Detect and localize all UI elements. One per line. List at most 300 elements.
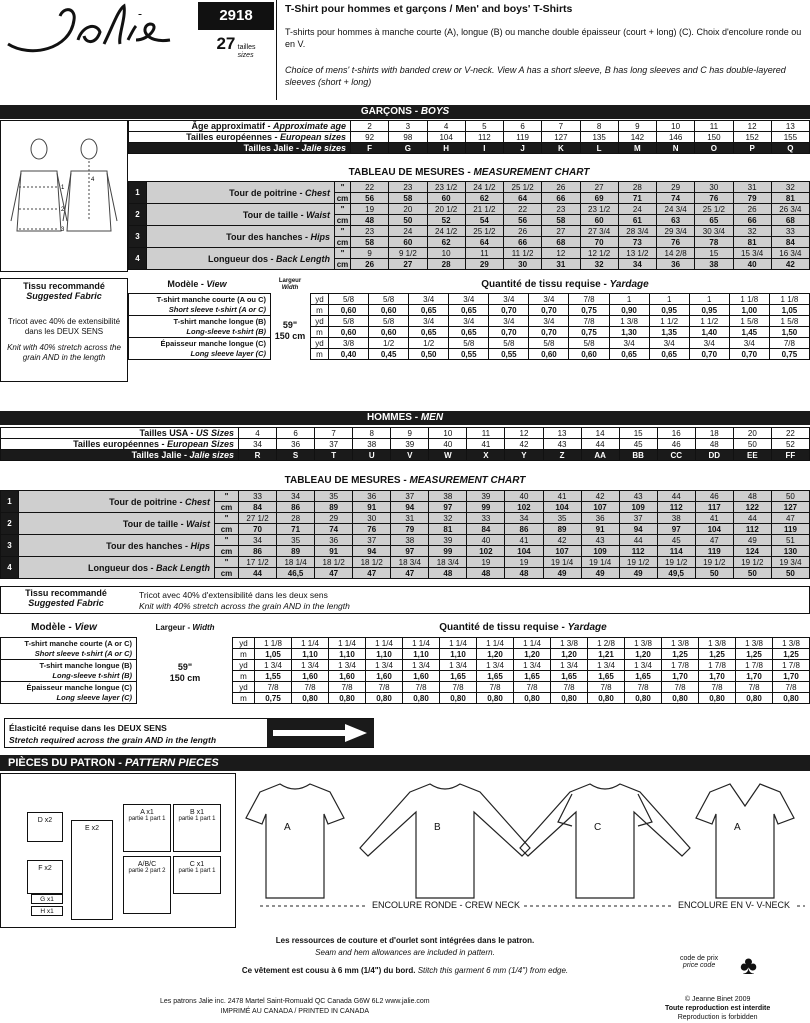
yardage-value: 1 3/4 [292,660,329,671]
yardage-value: 0,60 [569,349,609,360]
sizes-count [198,34,274,100]
size-cell: 46 [657,439,695,450]
yardage-value: 1 1/4 [403,638,440,649]
measure-value: 76 [657,237,695,248]
size-cell: K [542,143,580,154]
unit-cell: " [215,557,239,568]
yardage-label-en: Long-sleeve t-shirt (B) [186,326,266,336]
measure-value: 97 [657,524,695,535]
measure-value: 68 [542,237,580,248]
size-cell: U [353,450,391,461]
yardage-label-fr: T-shirt manche longue (B) [173,316,266,326]
yardage-value: 0,45 [369,349,409,360]
boys-bar-en: BOYS [420,106,450,117]
measure-label [19,513,215,535]
yardage-value: 1,65 [477,671,514,682]
yardage-value: 1,20 [477,649,514,660]
measure-value: 13 1/2 [618,248,656,259]
yardage-value: 0,65 [409,327,449,338]
size-cell: 104 [427,132,465,143]
measure-value: 24 1/2 [427,226,465,237]
yardage-value: 5/8 [369,294,409,305]
measure-value: 18 1/4 [277,557,315,568]
yardage-value: 1 3/4 [255,660,292,671]
measure-value: 60 [389,237,427,248]
measure-value: 29 [465,259,503,270]
size-cell: 40 [429,439,467,450]
yardage-value: 0,80 [662,693,699,704]
measure-value: 24 3/4 [657,204,695,215]
yardage-value: 1 [609,294,649,305]
size-cell: 11 [695,121,733,132]
yardage-value: 1 3/4 [366,660,403,671]
measure-value: 29 3/4 [657,226,695,237]
price-code-fr: code de prix [680,955,719,962]
yardage-label-en: Long sleeve layer (C) [190,348,266,358]
svg-text:2: 2 [61,207,65,213]
measure-value: 104 [695,524,733,535]
sizes-label-fr: tailles [237,44,256,51]
measure-value: 49 [619,568,657,579]
measure-row [129,182,810,193]
yardage-value: 1 3/8 [736,638,773,649]
svg-text:4: 4 [91,177,95,183]
size-cell: DD [695,450,733,461]
svg-text:1: 1 [61,185,65,191]
measure-value: 37 [353,535,391,546]
measure-value: 35 [277,535,315,546]
unit-cell: yd [233,660,255,671]
yardage-value: 7/8 [292,682,329,693]
measure-value: 94 [353,546,391,557]
boys-fabric-title-fr: Tissu recommandé [23,281,105,291]
size-cell: W [429,450,467,461]
pattern-pieces-box [0,773,236,928]
measure-value: 30 [695,182,733,193]
measure-value: 65 [695,215,733,226]
measure-value: 47 [315,568,353,579]
yardage-value: 0,65 [609,349,649,360]
boys-fabric-box [0,278,128,382]
yardage-label-fr: T-shirt manche longue (B) [39,660,132,670]
men-width-cm: 150 cm [169,673,201,683]
measure-value: 48 [733,491,771,502]
yardage-value: 1,25 [736,649,773,660]
yardage-value: 1 7/8 [736,660,773,671]
size-cell: 3 [389,121,427,132]
piece-label: H x1 [40,908,54,915]
yardage-value: 1,25 [662,649,699,660]
yardage-value: 1 1/4 [329,638,366,649]
yardage-value: 0,65 [449,327,489,338]
age-label-en: Approximate age [272,121,346,131]
men-eu-row [1,439,810,450]
men-yardage-title [236,622,810,633]
price-code [680,955,718,969]
boys-width-in: 59" [282,320,298,330]
measure-value: 32 [580,259,618,270]
measure-value: 62 [427,237,465,248]
yardage-label [1,660,137,682]
size-cell: 127 [542,132,580,143]
unit-cell: cm [335,259,351,270]
men-section-bar [0,411,810,425]
size-cell: V [391,450,429,461]
measure-value: 14 2/8 [657,248,695,259]
size-cell: 34 [239,439,277,450]
yardage-label-en: Short sleeve t-shirt (A or C) [168,304,266,314]
measure-value: 84 [771,237,809,248]
measure-value: 86 [505,524,543,535]
unit-cell: " [335,204,351,215]
measure-value: 18 3/4 [429,557,467,568]
yardage-value: 1,10 [403,649,440,660]
measure-row [129,204,810,215]
measure-value: 94 [619,524,657,535]
size-cell: 39 [391,439,429,450]
unit-cell: yd [233,638,255,649]
boys-yardage-table [128,293,810,360]
v-neck-label: ENCOLURE EN V- V-NECK [674,900,794,910]
boys-fabric-en: Knit with 40% stretch across the grain AND in the length [7,343,121,362]
measure-value: 60 [427,193,465,204]
measure-value: 35 [543,513,581,524]
measure-row [1,535,810,546]
size-cell: H [427,143,465,154]
yardage-value: 0,75 [255,693,292,704]
measure-value: 58 [351,237,389,248]
pieces-section-bar [0,755,810,771]
size-cell: 142 [618,132,656,143]
size-cell: 36 [277,439,315,450]
measure-value: 122 [733,502,771,513]
measure-value: 15 [695,248,733,259]
yardage-value: 5/8 [329,316,369,327]
body-measure-icon [1,121,127,271]
measure-value: 32 [733,226,771,237]
piece-sub: partie 2 part 2 [128,868,166,874]
yardage-value: 1,35 [649,327,689,338]
measure-value: 37 [391,491,429,502]
measure-value: 56 [504,215,542,226]
yardage-value: 1,05 [255,649,292,660]
measure-value: 54 [465,215,503,226]
measure-value: 10 [427,248,465,259]
unit-cell: m [311,305,329,316]
measure-value: 38 [695,259,733,270]
measure-value: 40 [733,259,771,270]
size-cell: 38 [353,439,391,450]
measure-value: 91 [315,546,353,557]
measure-value: 44 [733,513,771,524]
measure-value: 71 [277,524,315,535]
yardage-value: 3/4 [649,338,689,349]
garment-illustrations [240,778,810,918]
eu-label-fr: Tailles européennes - [186,132,280,142]
yardage-value: 0,75 [569,327,609,338]
measure-value: 74 [315,524,353,535]
piece-label: D x2 [37,817,53,824]
pattern-number: 2918 [198,2,274,30]
measure-value: 74 [657,193,695,204]
measure-value: 29 [315,513,353,524]
boys-yardage-title [320,279,810,290]
measure-label-fr: Tour de taille - [242,209,307,220]
yardage-value: 1 1/4 [514,638,551,649]
description-fr: T-shirts pour hommes à manche courte (A), longue (B) ou manche double épaisseur (court + long) (C). Choix d'encolure ronde ou en V. [285,27,802,49]
measure-value: 109 [581,546,619,557]
men-eu-label-en: European Sizes [166,439,234,449]
men-width-label [140,623,230,632]
piece-label: E x2 [84,825,99,832]
size-cell: 41 [467,439,505,450]
measure-value: 49 [581,568,619,579]
yardage-label [1,682,137,704]
yardage-value: 3/4 [489,316,529,327]
pattern-piece [27,860,63,894]
measure-label-fr: Tour de poitrine - [109,496,185,507]
size-cell: EE [733,450,771,461]
measure-value: 11 1/2 [504,248,542,259]
pattern-title: T-Shirt pour hommes et garçons / Men' and boys' T-Shirts [285,3,573,15]
yardage-value: 1 7/8 [699,660,736,671]
seam-note-en: Seam and hem allowances are included in pattern. [315,948,495,957]
measure-value: 31 [542,259,580,270]
men-bar-en: MEN [420,412,444,423]
measure-value: 130 [771,546,809,557]
measure-value: 19 [351,204,389,215]
measure-value: 104 [505,546,543,557]
yardage-value: 0,75 [569,305,609,316]
yardage-value: 0,80 [477,693,514,704]
yardage-value: 1 1/4 [440,638,477,649]
measure-value: 35 [315,491,353,502]
sizes-label-en: sizes [237,52,254,59]
measure-value: 34 [618,259,656,270]
measure-value: 50 [771,568,809,579]
yardage-row [1,660,810,671]
boys-eu-row [129,132,810,143]
measure-value: 26 [504,226,542,237]
size-cell: 22 [771,428,809,439]
yardage-value: 0,70 [689,349,729,360]
measure-value: 34 [239,535,277,546]
eu-label [129,132,351,143]
yardage-value: 1 3/8 [662,638,699,649]
unit-cell: " [335,248,351,259]
company-line1: Les patrons Jalie inc. 2478 Martel Saint-Romuald QC Canada G6W 6L2 www.jalie.com [160,998,430,1005]
yardage-value: 1,45 [729,327,769,338]
men-jalie-row [1,450,810,461]
unit-cell: m [311,327,329,338]
yardage-value: 1,60 [403,671,440,682]
measure-value: 28 [618,182,656,193]
measure-row [129,226,810,237]
size-cell: 18 [695,428,733,439]
size-cell: 152 [733,132,771,143]
svg-text:3: 3 [61,227,65,233]
yardage-value: 3/4 [449,294,489,305]
yardage-value: 0,70 [489,305,529,316]
men-fabric-en: Knit with 40% stretch across the grain AND in the length [139,601,350,611]
unit-cell: m [233,649,255,660]
yardage-value: 3/4 [529,316,569,327]
yardage-value: 0,70 [729,349,769,360]
yardage-value: 1 3/8 [773,638,810,649]
measure-number: 2 [129,204,147,226]
measure-value: 41 [543,491,581,502]
measure-value: 42 [771,259,809,270]
measure-value: 26 [542,182,580,193]
measure-value: 28 [277,513,315,524]
boys-jalie-row [129,143,810,154]
measure-value: 78 [695,237,733,248]
measure-value: 48 [467,568,505,579]
measure-value: 44 [619,535,657,546]
men-chart-title-fr: TABLEAU DE MESURES - [284,475,410,486]
size-cell: 4 [239,428,277,439]
measure-value: 19 [505,557,543,568]
yardage-value: 3/4 [489,294,529,305]
measure-label-fr: Longueur dos - [87,562,156,573]
yardage-value: 1,50 [769,327,809,338]
measure-value: 23 [542,204,580,215]
measure-value: 112 [657,502,695,513]
measure-value: 102 [467,546,505,557]
measure-label [147,248,335,270]
size-cell: CC [657,450,695,461]
yardage-value: 5/8 [449,338,489,349]
measure-value: 107 [581,502,619,513]
measure-value: 29 [657,182,695,193]
measure-label-fr: Tour des hanches - [226,231,311,242]
company-line2: IMPRIMÉ AU CANADA / PRINTED IN CANADA [220,1008,370,1015]
yardage-value: 7/8 [588,682,625,693]
measure-value: 16 3/4 [771,248,809,259]
men-fabric-title-fr: Tissu recommandé [25,588,107,598]
measure-value: 114 [657,546,695,557]
men-fabric-fr: Tricot avec 40% d'extensibilité dans les deux sens [139,590,328,600]
size-cell: 7 [542,121,580,132]
measure-label-en: Hips [310,231,330,242]
size-cell: 146 [657,132,695,143]
stitch-note-en: Stitch this garment 6 mm (1/4") from edge. [417,966,569,975]
unit-cell: cm [215,524,239,535]
yardage-value: 7/8 [403,682,440,693]
yardage-label [1,638,137,660]
yardage-value: 3/4 [689,338,729,349]
measure-value: 109 [619,502,657,513]
yardage-value: 1,10 [329,649,366,660]
men-chart-title-en: MEASUREMENT CHART [409,475,526,486]
size-cell: 10 [657,121,695,132]
size-cell: BB [619,450,657,461]
yardage-value: 1 7/8 [662,660,699,671]
yardage-value: 0,95 [649,305,689,316]
men-model-label-fr: Modèle - [31,622,75,633]
pieces-bar-en: PATTERN PIECES [124,757,219,769]
pattern-piece [31,906,63,916]
yardage-value: 3/4 [449,316,489,327]
measure-value: 34 [277,491,315,502]
size-cell: Q [771,143,809,154]
measure-value: 56 [351,193,389,204]
measure-value: 48 [429,568,467,579]
yardage-value: 0,75 [769,349,809,360]
unit-cell: m [233,671,255,682]
measure-value: 17 1/2 [239,557,277,568]
measure-value: 27 [542,226,580,237]
measure-value: 47 [391,568,429,579]
measure-value: 30 [353,513,391,524]
measure-value: 112 [733,524,771,535]
piece-sub: partie 1 part 1 [178,868,216,874]
measure-value: 22 [351,182,389,193]
boys-width-cm: 150 cm [274,331,306,341]
measure-value: 31 [733,182,771,193]
pattern-piece [123,856,171,914]
yardage-value: 0,65 [449,305,489,316]
measure-value: 19 1/2 [733,557,771,568]
measure-value: 79 [733,193,771,204]
yardage-label [129,338,271,360]
size-cell: T [315,450,353,461]
yardage-value: 0,40 [329,349,369,360]
size-cell: 13 [543,428,581,439]
size-cell: N [657,143,695,154]
measure-value: 24 1/2 [465,182,503,193]
boys-section-bar [0,105,810,119]
piece-label: C x1 [189,861,205,868]
measure-value: 127 [771,502,809,513]
yardage-value: 1 3/8 [609,316,649,327]
copyright [665,995,770,1022]
measure-value: 28 3/4 [618,226,656,237]
measure-value: 27 [389,259,427,270]
piece-label: A/B/C [137,861,157,868]
yardage-value: 1,70 [662,671,699,682]
yardage-value: 1 [649,294,689,305]
yardage-value: 1 7/8 [773,660,810,671]
men-bar-fr: HOMMES - [366,412,421,423]
yardage-value: 0,80 [773,693,810,704]
measure-number: 3 [129,226,147,248]
yardage-width-cell [137,638,233,704]
yardage-value: 7/8 [736,682,773,693]
piece-label: G x1 [40,896,54,903]
yardage-value: 1,60 [292,671,329,682]
unit-cell: cm [335,237,351,248]
yardage-value: 1 1/4 [477,638,514,649]
yardage-value: 1,70 [773,671,810,682]
size-cell: 13 [771,121,809,132]
yardage-value: 7/8 [569,294,609,305]
yardage-value: 1 3/8 [551,638,588,649]
measure-value: 84 [239,502,277,513]
measure-value: 18 3/4 [391,557,429,568]
measure-label [147,204,335,226]
yardage-value: 0,80 [329,693,366,704]
yardage-value: 0,65 [409,305,449,316]
measure-label-fr: Longueur dos - [207,253,276,264]
measure-value: 15 3/4 [733,248,771,259]
boys-age-row [129,121,810,132]
measure-value: 63 [657,215,695,226]
measure-value: 30 [504,259,542,270]
size-cell: 119 [504,132,542,143]
yardage-value: 1,05 [769,305,809,316]
measure-value: 61 [618,215,656,226]
